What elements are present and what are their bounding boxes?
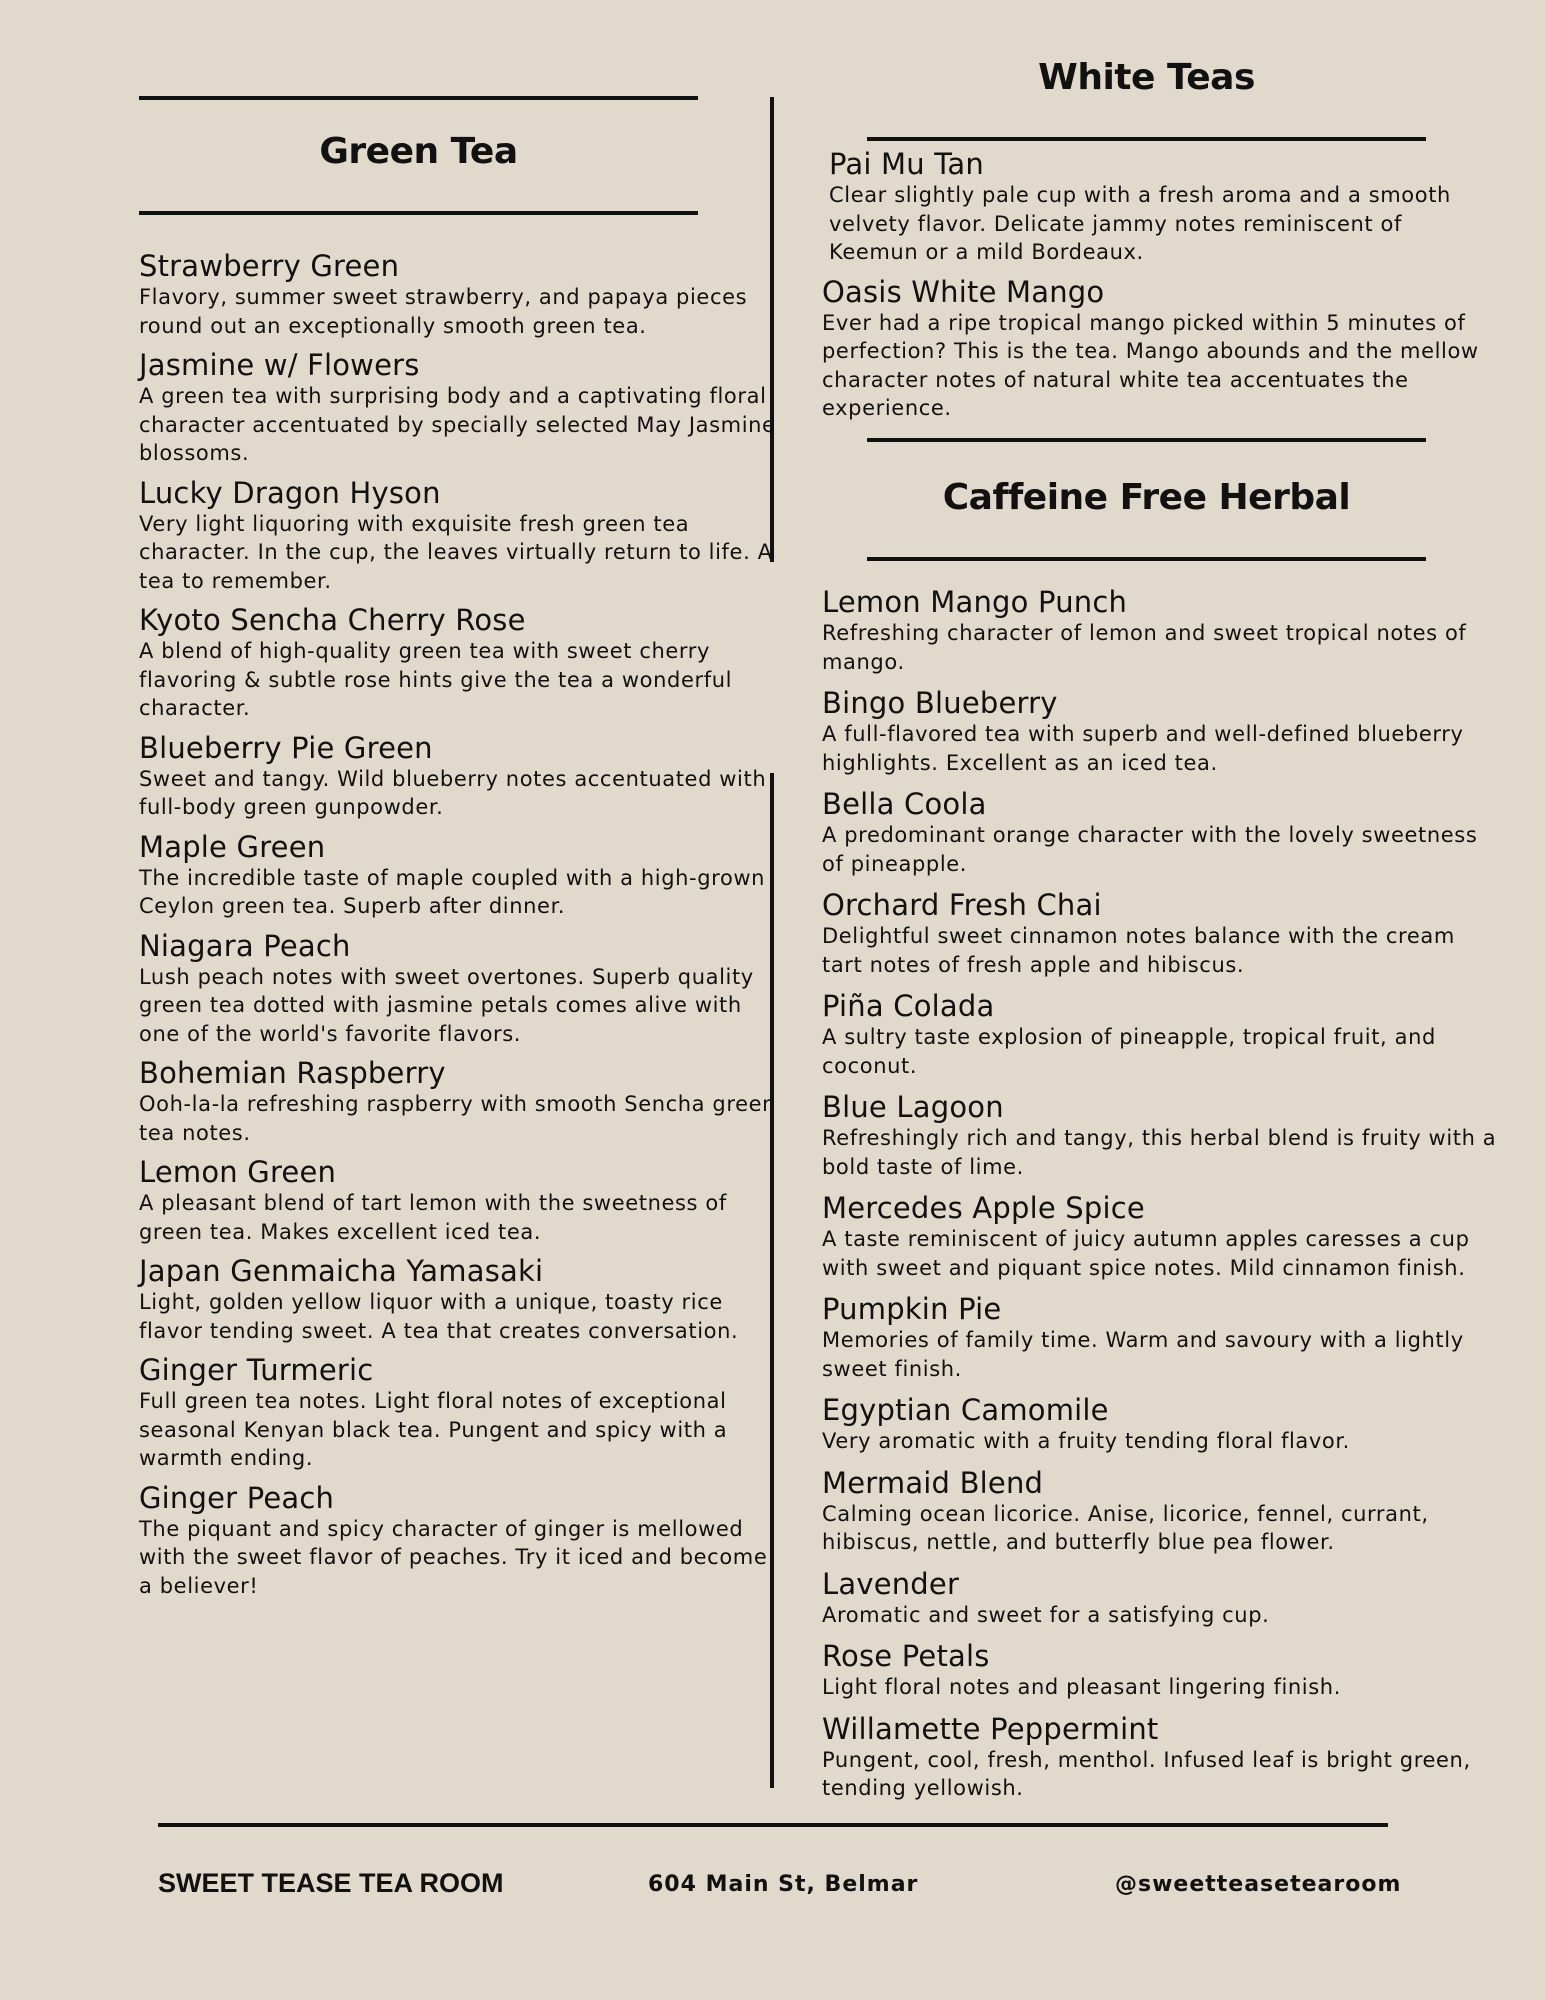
menu-item [139, 349, 779, 468]
menu-item [822, 1293, 1502, 1383]
item-description: Pungent, cool, fresh, menthol. Infused leaf is bright green, tending yellowish. [822, 1747, 1471, 1800]
menu-item [822, 1640, 1502, 1702]
item-description: Flavory, summer sweet strawberry, and papaya pieces round out an exceptionally smooth green tea. [139, 285, 748, 338]
menu-item [822, 1467, 1502, 1557]
item-name: Orchard Fresh Chai [822, 888, 1102, 922]
item-description: Clear slightly pale cup with a fresh aroma and a smooth velvety flavor. Delicate jammy notes reminiscent of Keemun or a mild Bordeaux. [829, 183, 1451, 264]
item-name: Ginger Peach [139, 1480, 335, 1515]
menu-item [822, 1091, 1502, 1181]
footer-social-handle: @sweetteasetearoom [1115, 1872, 1402, 1897]
item-description: Ever had a ripe tropical mango picked within 5 minutes of perfection? This is the tea. Mango abounds and the mellow character notes of natural white tea accentuates the experience. [822, 310, 1479, 420]
item-description: The piquant and spicy character of ginger is mellowed with the sweet flavor of peaches. Try it iced and become a believer! [139, 1516, 768, 1598]
herbal-title: Caffeine Free Herbal [942, 477, 1351, 518]
item-description: A blend of high-quality green tea with sweet cherry flavoring & subtle rose hints give the tea a wonderful character. [139, 639, 733, 720]
item-name: Mercedes Apple Spice [822, 1191, 1145, 1225]
item-description: Refreshing character of lemon and sweet tropical notes of mango. [822, 621, 1467, 674]
item-description: A predominant orange character with the lovely sweetness of pineapple. [822, 823, 1478, 876]
item-description: Ooh-la-la refreshing raspberry with smooth Sencha green tea notes. [139, 1092, 777, 1145]
item-name: Niagara Peach [139, 928, 351, 963]
footer-rule [158, 1823, 1388, 1827]
green-tea-list [139, 250, 779, 1609]
item-name: Egyptian Camomile [822, 1393, 1109, 1427]
item-name: Lucky Dragon Hyson [139, 475, 441, 510]
menu-item [139, 732, 779, 822]
item-description: Calming ocean licorice. Anise, licorice, fennel, currant, hibiscus, nettle, and butterfly blue pea flower. [822, 1501, 1429, 1554]
item-description: Refreshingly rich and tangy, this herbal blend is fruity with a bold taste of lime. [822, 1126, 1497, 1179]
menu-item [822, 1568, 1502, 1630]
item-description: Full green tea notes. Light floral notes of exceptional seasonal Kenyan black tea. Pungent and spicy with a warmth ending. [139, 1389, 728, 1470]
item-name: Lemon Mango Punch [822, 585, 1128, 619]
menu-item [139, 831, 779, 921]
menu-item [139, 1156, 779, 1246]
item-name: Maple Green [139, 829, 326, 864]
menu-item [822, 586, 1502, 676]
menu-item [822, 788, 1502, 878]
herbal-list [822, 586, 1502, 1814]
item-name: Jasmine w/ Flowers [139, 348, 420, 382]
menu-item [822, 1394, 1502, 1456]
item-description: A taste reminiscent of juicy autumn apples caresses a cup with sweet and piquant spice notes. Mild cinnamon finish. [822, 1227, 1470, 1280]
item-description: The incredible taste of maple coupled with a high-grown Ceylon green tea. Superb after dinner. [139, 865, 766, 918]
item-name: Rose Petals [822, 1639, 990, 1673]
item-name: Blue Lagoon [822, 1090, 1004, 1124]
item-description: Light, golden yellow liquor with a unique, toasty rice flavor tending sweet. A tea that creates conversation. [139, 1290, 739, 1343]
herbal-title-bottom-rule [867, 557, 1426, 561]
item-description: Very aromatic with a fruity tending floral flavor. [822, 1429, 1350, 1453]
item-name: Blueberry Pie Green [139, 730, 433, 765]
menu-item [822, 687, 1502, 777]
item-name: Kyoto Sencha Cherry Rose [139, 603, 526, 637]
item-name: Lemon Green [139, 1155, 337, 1189]
footer-business-name: SWEET TEASE TEA ROOM [158, 1868, 504, 1898]
item-description: Sweet and tangy. Wild blueberry notes accentuated with full-body green gunpowder. [139, 766, 767, 819]
item-description: Lush peach notes with sweet overtones. Superb quality green tea dotted with jasmine petals comes alive with one of the world's favorite flavors. [139, 964, 754, 1046]
item-description: Light floral notes and pleasant lingering finish. [822, 1675, 1341, 1699]
menu-item [829, 148, 1492, 267]
menu-item [139, 930, 779, 1049]
herbal-title-top-rule [867, 438, 1426, 442]
menu-item [822, 1192, 1502, 1282]
item-name: Mermaid Blend [822, 1465, 1044, 1500]
item-name: Lavender [822, 1566, 960, 1601]
item-name: Willamette Peppermint [822, 1711, 1159, 1746]
menu-item [822, 1713, 1502, 1803]
item-name: Piña Colada [822, 989, 995, 1023]
item-name: Bella Coola [822, 787, 987, 821]
item-description: Aromatic and sweet for a satisfying cup. [822, 1602, 1270, 1627]
item-name: Bohemian Raspberry [139, 1056, 446, 1090]
item-description: A green tea with surprising body and a captivating floral character accentuated by specially selected May Jasmine blossoms. [139, 384, 776, 465]
footer-address: 604 Main St, Belmar [648, 1872, 919, 1897]
item-name: Strawberry Green [139, 249, 400, 283]
green-title-top-rule [139, 96, 698, 100]
item-description: Memories of family time. Warm and savoury with a lightly sweet finish. [822, 1328, 1464, 1381]
item-name: Pumpkin Pie [822, 1292, 1002, 1326]
menu-item [139, 1354, 779, 1473]
item-name: Oasis White Mango [822, 274, 1105, 309]
menu-item [822, 276, 1492, 423]
white-title-rule [867, 137, 1426, 141]
item-description: A pleasant blend of tart lemon with the sweetness of green tea. Makes excellent iced tea. [139, 1191, 727, 1244]
item-name: Ginger Turmeric [139, 1353, 374, 1387]
green-tea-title: Green Tea [319, 131, 518, 172]
item-description: Very light liquoring with exquisite fresh green tea character. In the cup, the leaves virtually return to life. A tea to remember. [139, 511, 773, 593]
item-name: Japan Genmaicha Yamasaki [139, 1254, 544, 1288]
menu-item [139, 1057, 779, 1147]
item-name: Bingo Blueberry [822, 686, 1058, 720]
item-description: A full-flavored tea with superb and well-defined blueberry highlights. Excellent as an iced tea. [822, 722, 1464, 775]
menu-item [139, 477, 779, 596]
menu-item [139, 1255, 779, 1345]
menu-item [822, 990, 1502, 1080]
green-title-bottom-rule [139, 211, 698, 215]
menu-item [822, 889, 1502, 979]
menu-item [139, 250, 779, 340]
menu-item [139, 604, 779, 723]
white-teas-list [822, 148, 1492, 432]
menu-item [139, 1482, 779, 1601]
white-teas-title: White Teas [1038, 57, 1255, 98]
item-description: Delightful sweet cinnamon notes balance with the cream tart notes of fresh apple and hibiscus. [822, 924, 1455, 977]
item-description: A sultry taste explosion of pineapple, tropical fruit, and coconut. [822, 1025, 1436, 1078]
item-name: Pai Mu Tan [829, 147, 984, 181]
